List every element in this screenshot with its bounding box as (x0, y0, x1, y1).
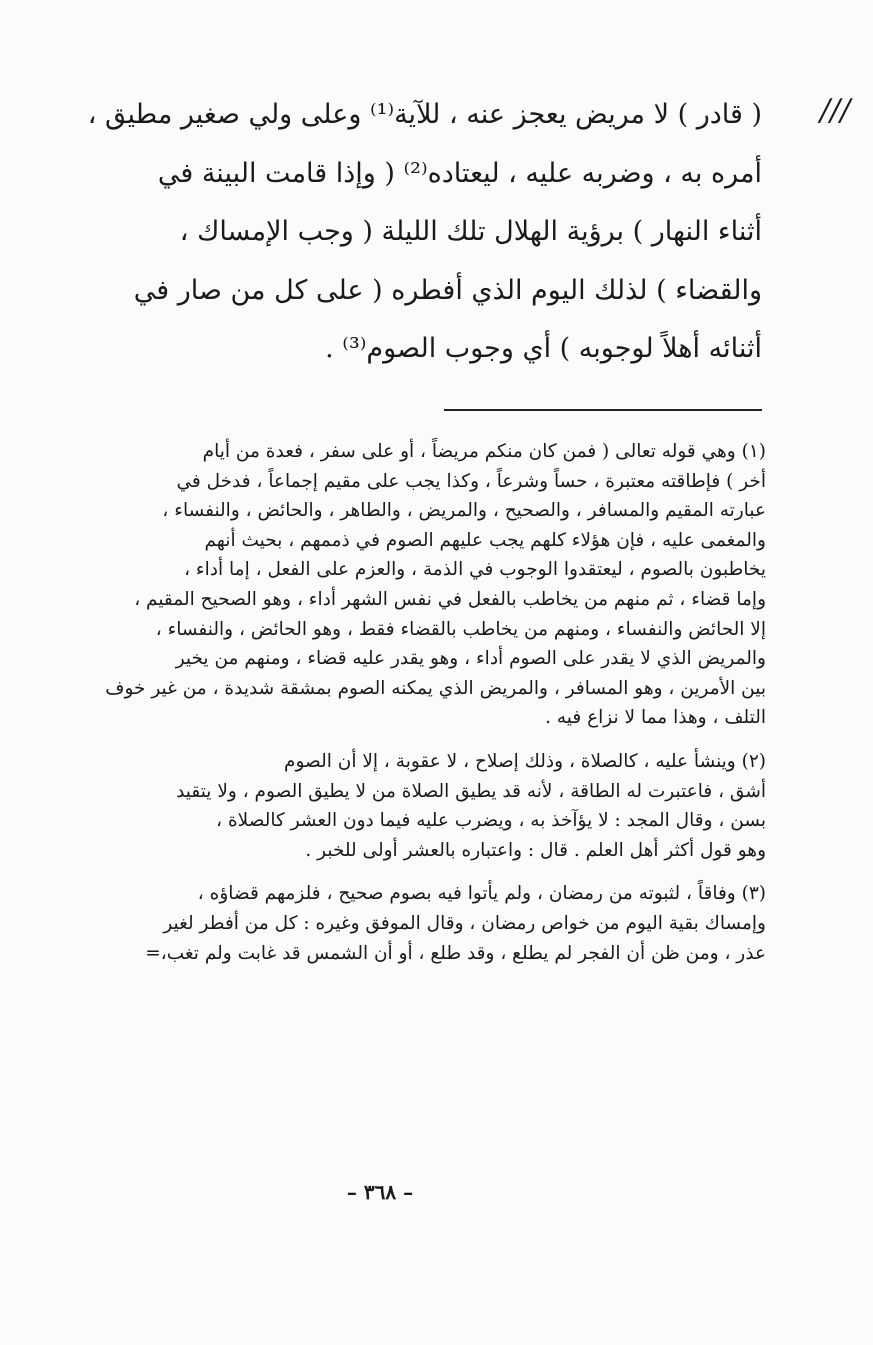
footnote-line: وإما قضاء ، ثم منهم من يخاطب بالفعل في نفس الشهر أداء ، وهو الصحيح المقيم ، (134, 588, 766, 610)
footnote-line: وإمساك بقية اليوم من خواص رمضان ، وقال الموفق وغيره : كل من أفطر لغير (163, 912, 766, 934)
page-number: – ٣٦٨ – (346, 1180, 414, 1204)
footnote-line: بسن ، وقال المجد : لا يؤآخذ به ، ويضرب عليه فيما دون العشر كالصلاة ، (216, 810, 766, 832)
footnote-line: (٣) وفاقاً ، لثبوته من رمضان ، ولم يأتوا فيه بصوم صحيح ، فلزمهم قضاؤه ، (197, 883, 766, 905)
footnote-line: (٢) وينشأ عليه ، كالصلاة ، وذلك إصلاح ، لا عقوبة ، إلا أن الصوم (284, 750, 766, 772)
footnote-line: عبارته المقيم والمسافر ، والصحيح ، والمريض ، والطاهر ، والحائض ، والنفساء ، (162, 500, 766, 522)
main-text-line: أمره به ، وضربه عليه ، ليعتاده⁽²⁾ ( وإذا قامت البينة في (157, 157, 762, 189)
footnote-2 (16, 747, 766, 865)
main-text-line: أثنائه أهلاً لوجوبه ) أي وجوب الصوم⁽³⁾ . (325, 333, 762, 364)
footnote-line: أشق ، فاعتبرت له الطاقة ، لأنه قد يطيق الصلاة من لا يطيق الصوم ، ولا يتقيد (176, 780, 766, 802)
main-text-line: أثناء النهار ) برؤية الهلال تلك الليلة ( وجب الإمساك ، (179, 216, 762, 247)
margin-mark: /// (820, 93, 851, 128)
main-text-line: والقضاء ) لذلك اليوم الذي أفطره ( على كل من صار في (133, 274, 762, 306)
footnote-line: أخر ) فإطاقته معتبرة ، حساً وشرعاً ، وكذا يجب على مقيم إجماعاً ، فدخل في (176, 470, 766, 492)
footnote-line: بين الأمرين ، وهو المسافر ، والمريض الذي يمكنه الصوم بمشقة شديدة ، من غير خوف (105, 677, 766, 699)
footnote-line: عذر ، ومن ظن أن الفجر لم يطلع ، وقد طلع ، أو أن الشمس قد غابت ولم تغب،= (145, 942, 766, 964)
footnote-line: وهو قول أكثر أهل العلم . قال : واعتباره بالعشر أولى للخبر . (305, 839, 766, 861)
footnote-line: والمريض الذي لا يقدر على الصوم أداء ، وهو يقدر عليه قضاء ، ومنهم من يخير (175, 648, 766, 670)
footnotes (16, 437, 766, 982)
footnote-line: يخاطبون بالصوم ، ليعتقدوا الوجوب في الذمة ، والعزم على الفعل ، إما أداء ، (184, 559, 766, 581)
footnote-separator (444, 409, 762, 411)
footnote-line: التلف ، وهذا مما لا نزاع فيه . (545, 707, 766, 729)
footnote-line: إلا الحائض والنفساء ، ومنهم من يخاطب بالقضاء فقط ، وهو الحائض ، والنفساء ، (155, 618, 766, 640)
footnote-line: (١) وهي قوله تعالى ( فمن كان منكم مريضاً ، أو على سفر ، فعدة من أيام (202, 441, 766, 462)
footnote-line: والمغمى عليه ، فإن هؤلاء كلهم يجب عليهم الصوم في ذممهم ، بحيث أنهم (204, 529, 766, 551)
main-text (30, 86, 762, 379)
footnote-1 (16, 437, 766, 733)
main-text-line: ( قادر ) لا مريض يعجز عنه ، للآية⁽¹⁾ وعلى ولي صغير مطيق ، (87, 99, 762, 130)
footnote-3 (16, 879, 766, 968)
